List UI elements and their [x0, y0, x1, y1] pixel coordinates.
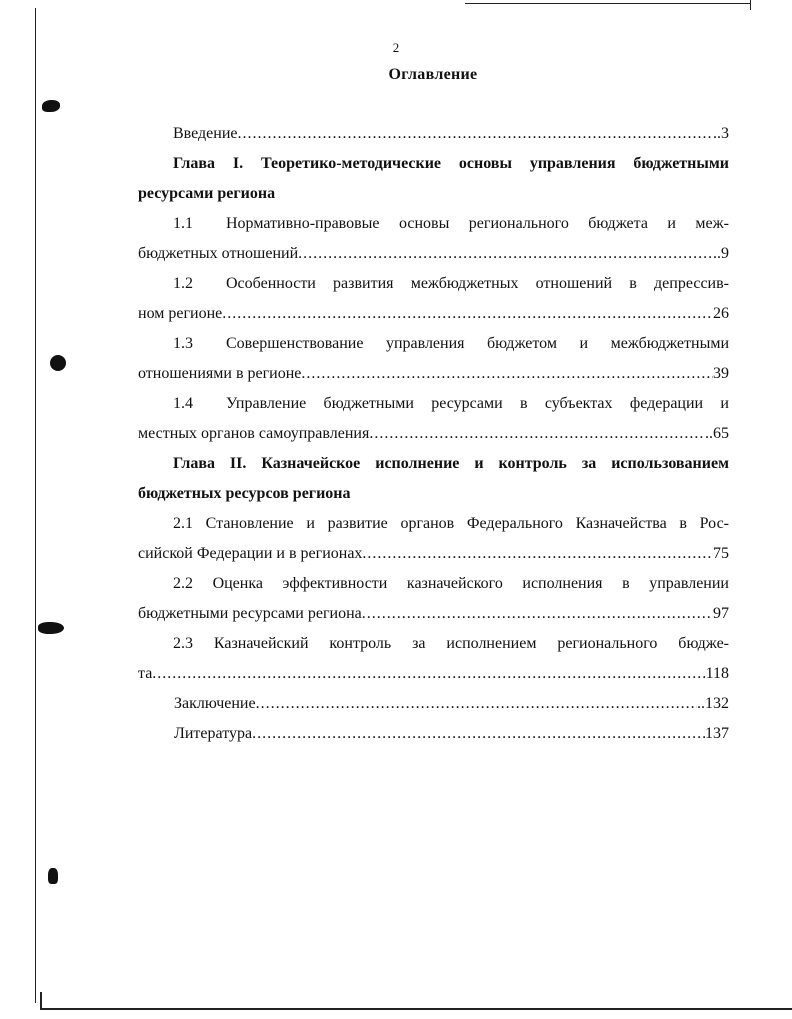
toc-entry-2-3-cont: та ..... 118: [138, 659, 729, 689]
punch-hole-mark: [38, 622, 64, 634]
toc-entry-2-2[interactable]: 2.2 Оценка эффективности казначейского исполнения в управлении: [173, 575, 729, 592]
punch-hole-mark: [48, 868, 58, 884]
punch-hole-mark: [42, 100, 60, 112]
chapter-heading-2[interactable]: Глава II. Казначейское исполнение и контроль за использованием: [173, 455, 729, 472]
page-ref: ..132: [697, 695, 729, 712]
toc-entry-intro[interactable]: Введение ..... ..3: [138, 119, 729, 149]
toc-entry-1-4-cont: местных органов самоуправления ..... ..65: [138, 419, 729, 449]
toc-entry-1-2[interactable]: 1.2 Особенности развития межбюджетных отношений в депрессив-: [138, 269, 729, 299]
leader-dots: [301, 359, 713, 389]
scan-edge-right: [750, 0, 751, 10]
section-number: 1.4: [173, 395, 193, 412]
table-of-contents: [138, 119, 729, 749]
page-ref: ..65: [705, 425, 729, 442]
leader-dots: [256, 689, 697, 719]
toc-entry-conclusion[interactable]: Заключение ..... ..132: [138, 689, 729, 719]
page-ref: 118: [705, 665, 729, 682]
leader-dots: [152, 659, 705, 689]
leader-dots: [298, 239, 713, 269]
scan-edge-top: [465, 3, 750, 4]
leader-dots: [362, 539, 713, 569]
page-number: 2: [392, 40, 400, 55]
toc-entry-literature[interactable]: Литература ..... 137: [138, 719, 729, 749]
section-number: 1.2: [173, 275, 193, 292]
chapter-heading-2-cont: бюджетных ресурсов региона: [138, 485, 351, 502]
toc-entry-1-1-cont: бюджетных отношений ..... ..9: [138, 239, 729, 269]
page-ref: 26: [713, 305, 729, 322]
page-title: Оглавление: [388, 66, 478, 83]
toc-entry-2-3[interactable]: 2.3 Казначейский контроль за исполнением регионального бюдже-: [173, 635, 729, 652]
toc-entry-1-3-cont: отношениями в регионе ..... 39: [138, 359, 729, 389]
toc-entry-2-1-cont: сийской Федерации и в регионах ..... 75: [138, 539, 729, 569]
page-ref: 137: [705, 725, 729, 742]
scan-mark-bottom-left: [40, 992, 42, 1010]
page-ref: 75: [713, 545, 729, 562]
scan-edge-left: [35, 8, 36, 1003]
chapter-heading-1[interactable]: Глава I. Теоретико-методические основы управления бюджетными: [173, 155, 729, 172]
toc-entry-2-1[interactable]: 2.1 Становление и развитие органов Федерального Казначейства в Рос-: [173, 515, 729, 532]
toc-entry-1-4[interactable]: 1.4 Управление бюджетными ресурсами в субъектах федерации и: [138, 389, 729, 419]
chapter-heading-1-cont: ресурсами региона: [138, 185, 276, 202]
scan-edge-bottom: [40, 1008, 792, 1010]
toc-entry-2-2-cont: бюджетными ресурсами региона ..... 97: [138, 599, 729, 629]
page-ref: ..3: [713, 125, 729, 142]
leader-dots: [222, 299, 713, 329]
toc-entry-1-2-cont: ном регионе ..... 26: [138, 299, 729, 329]
leader-dots: [238, 119, 714, 149]
punch-hole-mark: [50, 355, 66, 371]
page-ref: 39: [713, 365, 729, 382]
section-number: 1.1: [173, 215, 193, 232]
page-ref: ..9: [713, 245, 729, 262]
leader-dots: [362, 599, 713, 629]
toc-entry-1-1[interactable]: 1.1 Нормативно-правовые основы регионального бюджета и меж-: [138, 209, 729, 239]
section-number: 1.3: [173, 335, 193, 352]
page-ref: 97: [713, 605, 729, 622]
leader-dots: [252, 719, 705, 749]
toc-entry-1-3[interactable]: 1.3 Совершенствование управления бюджетом и межбюджетными: [138, 329, 729, 359]
leader-dots: [369, 419, 705, 449]
